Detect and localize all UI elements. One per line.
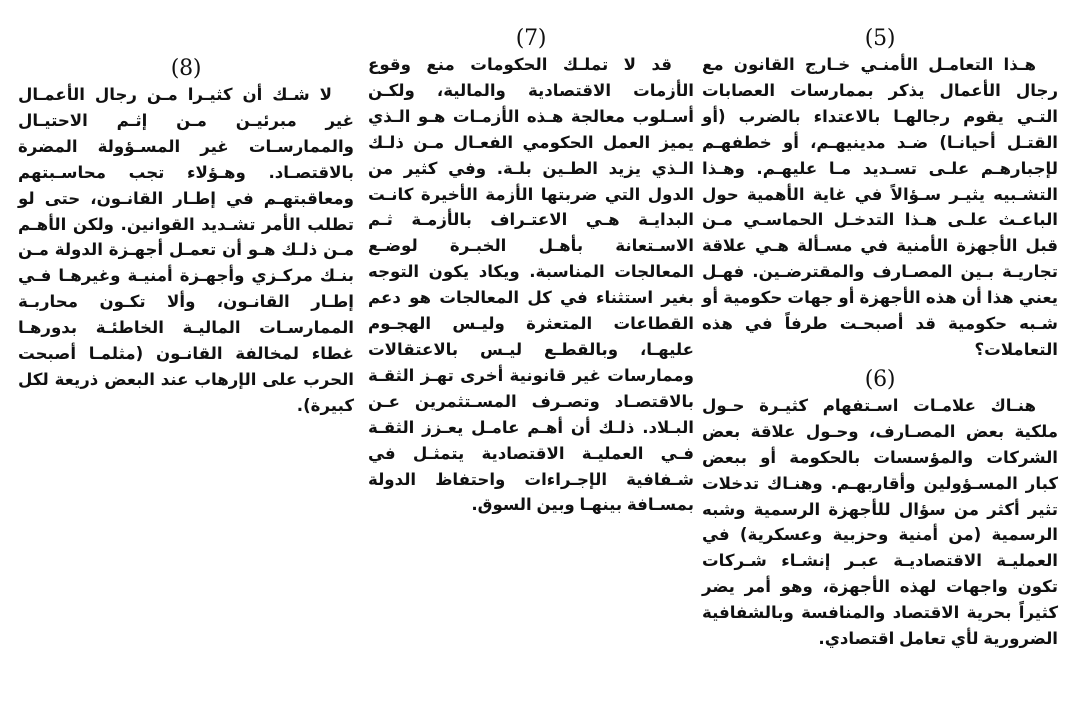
- article-column-right: [702, 26, 1058, 652]
- section-8: [18, 56, 354, 419]
- section-7: [368, 26, 694, 518]
- section-5: [702, 26, 1058, 363]
- section-6: [702, 367, 1058, 652]
- section-paragraph: لا شـك أن كثيـرا مـن رجال الأعمـال غير مبرئيـن مـن إثـم الاحتيـال والممارسـات غير المسـؤولة المضرة بالاقتصـاد. وهـؤلاء تجب محاسـبتهم ومعاقبتهـم في إطـار القانـون، حتى لو تطلب الأمر تشـديد القوانين. ولكن الأهـم مـن ذلـك هـو أن تعمـل أجهـزة الدولة مـن بنـك مركـزي وأجهـزة أمنيـة وغيرهـا فـي إطـار القانـون، وألا تكـون محاربـة الممارسـات الماليـة الخاطئـة بدورهـا غطاء لمخالفة القانـون (مثلمـا أصبحت الحرب على الإرهاب عند البعض ذريعة لكل كبيرة).: [18, 85, 354, 415]
- article-column-middle: [368, 26, 694, 518]
- section-paragraph: هـذا التعامـل الأمنـي خـارج القانون مع رجال الأعمال يذكر بممارسات العصابات التـي يقوم رجالهـا بالاعتداء بالضرب (أو القتـل أحيانـا) ضـد مدينيهـم، أو خطفهـم لإجبارهـم علـى تسـديد مـا عليهـم. وهـذا التشـبيه يثيـر سـؤالاً في غاية الأهمية حول الباعـث علـى هـذا التدخـل الحماسـي مـن قبل الأجهزة الأمنية في مسـألة هـي علاقة تجاريـة بـين المصـارف والمقترضـين. فهـل يعني هذا أن هذه الأجهزة أو جهات حكومية أو شـبه حكومية قد أصبحـت طرفاً في هذه التعاملات؟: [702, 55, 1058, 359]
- section-number: (7): [515, 26, 547, 51]
- section-number: (5): [864, 26, 896, 51]
- section-number: (6): [864, 366, 896, 392]
- section-number: (8): [170, 56, 202, 81]
- section-paragraph: هنـاك علامـات اسـتفهام كثيـرة حـول ملكية بعض المصـارف، وحـول علاقة بعض الشركات والمؤسسات بالحكومة أو ببعض كبار المسـؤولين وأقاربهـم. وهنـاك تدخلات تثير أكثر من سؤال للأجهزة الرسمية وشبه الرسمية (من أمنية وحزبية وعسكرية) في العمليـة الاقتصاديـة عبـر إنشـاء شـركات تكون واجهات لهذه الأجهزة، وهو أمر يضر كثيراً بحرية الاقتصاد والمنافسة وبالشفافية الضرورية لأي تعامل اقتصادي.: [702, 395, 1058, 649]
- article-column-left: [18, 56, 354, 419]
- section-paragraph: قد لا تملـك الحكومات منع وقوع الأزمات الاقتصادية والمالية، ولكـن أسـلوب معالجة هـذه الأزمـات هـو الـذي يميز العمل الحكومي الفعـال مـن ذلـك الـذي يزيد الطـين بلـة. وفي كثير من الدول التي ضربتها الأزمة الأخيرة كانـت البدايـة هـي الاعتـراف بالأزمـة ثـم الاسـتعانة بأهـل الخبـرة لوضـع المعالجات المناسبة. ويكاد يكون التوجه بغير استثناء في كل المعالجات هو دعم القطاعات المتعثرة وليـس الهجـوم عليهـا، وبالقطـع ليـس بالاعتقالات وممارسات غير قانونية أخرى تهـز الثقـة بالاقتصـاد وتصـرف المسـتثمرين عـن البـلاد. ذلـك أن أهـم عامـل يعـزز الثقـة فـي العمليـة الاقتصادية يتمثـل في شـفافية الإجـراءات واحتفاظ الدولة بمسـافة بينهـا وبين السوق.: [368, 55, 694, 515]
